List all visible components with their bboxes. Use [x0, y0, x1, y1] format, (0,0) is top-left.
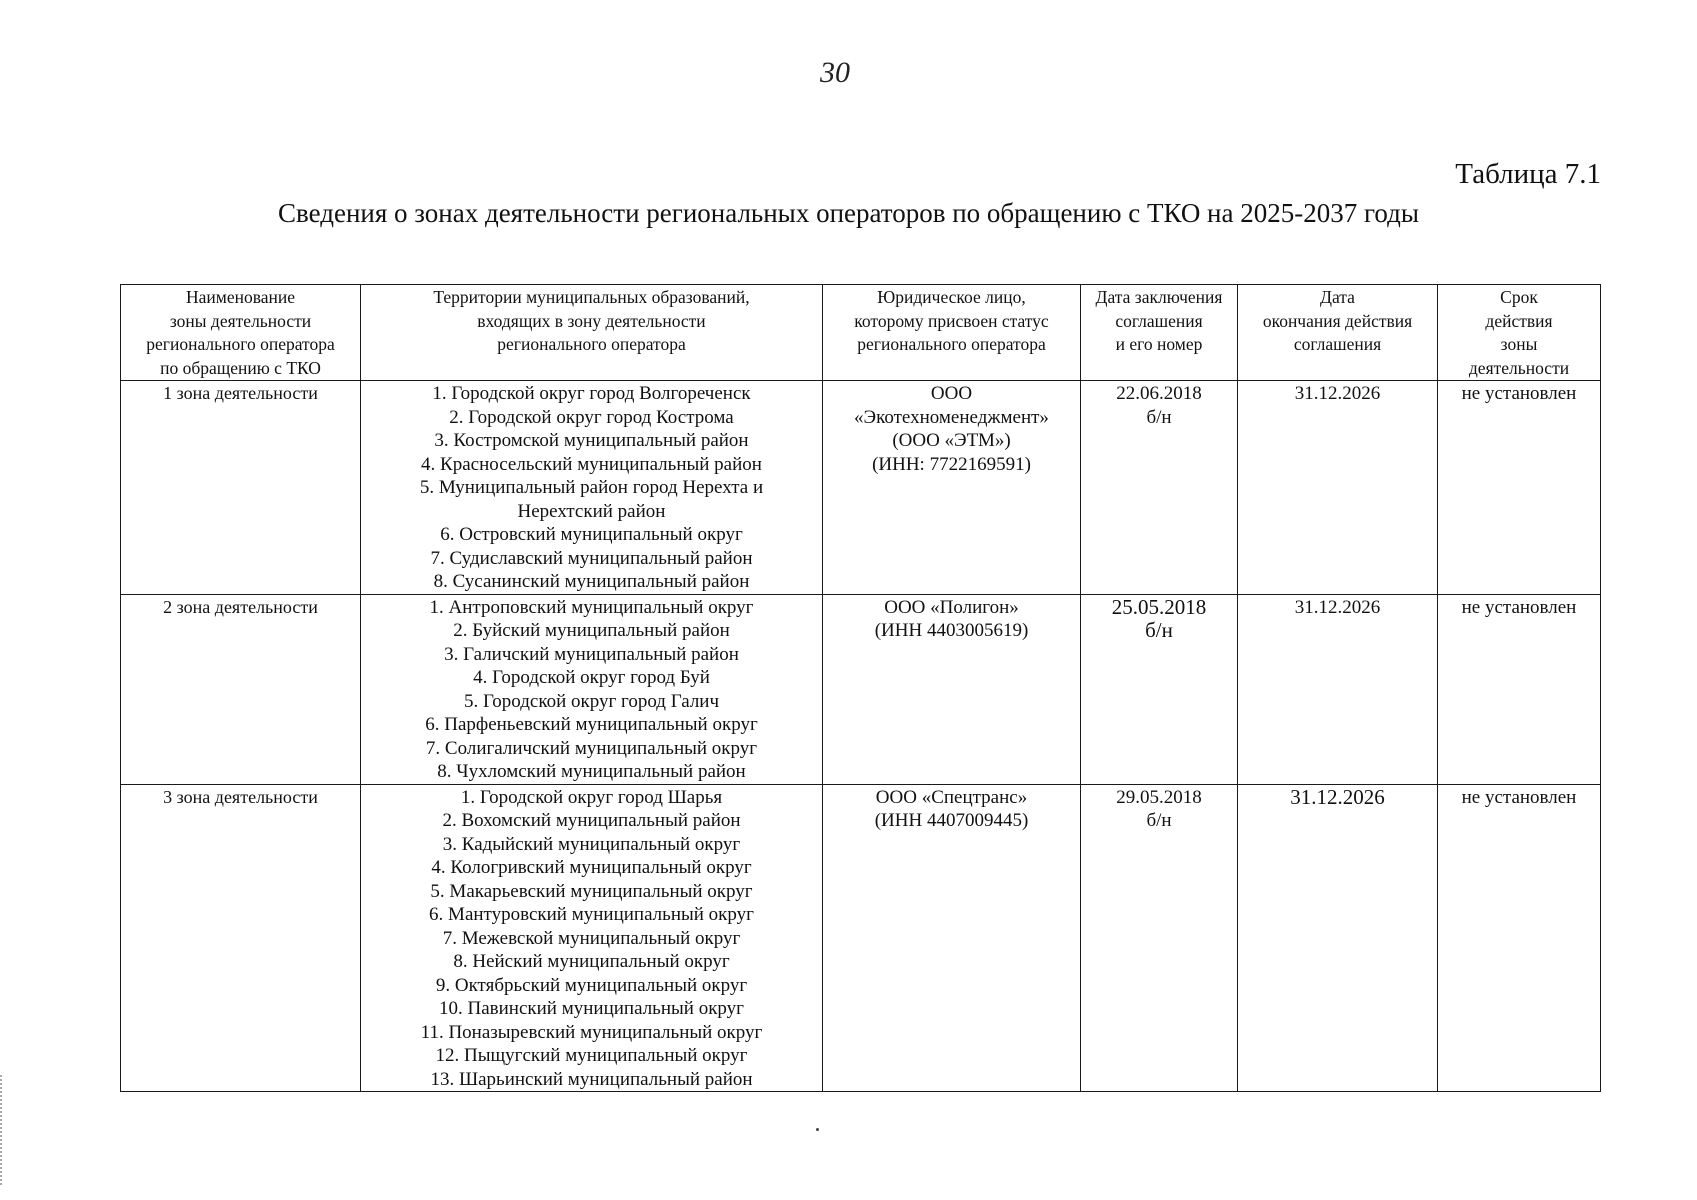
entity-line: ООО [930, 383, 973, 404]
scan-dot [816, 1128, 819, 1131]
territory-item: 8. Нейский муниципальный округ [453, 951, 730, 972]
term-cell: не установлен [1438, 594, 1601, 784]
end-date-cell: 31.12.2026 [1238, 594, 1438, 784]
header-line: зоны [1500, 334, 1538, 354]
territory-item: 7. Судиславский муниципальный район [430, 547, 753, 569]
territory-item: 1. Городской округ город Шарья [460, 786, 723, 808]
agreement-cell [1081, 784, 1238, 1092]
zones-table [120, 284, 1601, 1092]
territory-item: 3. Галичский муниципальный район [444, 643, 739, 665]
header-line: регионального оператора [857, 334, 1046, 354]
territory-item: 6. Мантуровский муниципальный округ [429, 904, 754, 925]
header-line: регионального оператора [497, 334, 686, 354]
header-entity [823, 285, 1081, 381]
entity-line: (ИНН: 7722169591) [872, 453, 1031, 475]
territory-item: 4. Кологривский муниципальный округ [431, 857, 752, 878]
entity-line: ООО «Спецтранс» [875, 786, 1028, 808]
territory-item: 7. Солигаличский муниципальный округ [425, 737, 758, 759]
header-line: Юридическое лицо, [877, 287, 1026, 307]
territory-item: 12. Пыщугский муниципальный округ [435, 1045, 748, 1066]
table-header-row [121, 285, 1601, 381]
territory-item: 2. Буйский муниципальный район [453, 620, 730, 641]
header-line: деятельности [1468, 357, 1570, 378]
page-number: 30 [820, 56, 850, 89]
zone-name-cell: 1 зона деятельности [121, 381, 361, 595]
header-line: входящих в зону деятельности [477, 310, 706, 331]
header-line: и его номер [1115, 334, 1203, 354]
header-term [1438, 285, 1601, 381]
header-line: регионального оператора [146, 334, 335, 354]
territory-item: 4. Городской округ город Буй [473, 667, 710, 688]
term-cell: не установлен [1438, 784, 1601, 1092]
zone-name-cell: 2 зона деятельности [121, 594, 361, 784]
agreement-date: 25.05.2018 [1111, 594, 1207, 619]
entity-cell [823, 594, 1081, 784]
territory-item: 5. Макарьевский муниципальный округ [430, 880, 753, 902]
header-line: действия [1485, 310, 1553, 331]
table-row-zone-1 [121, 381, 1601, 595]
header-line: Территории муниципальных образований, [433, 287, 750, 307]
header-territories [361, 285, 823, 381]
territories-cell [361, 784, 823, 1092]
entity-line: (ИНН 4407009445) [874, 810, 1029, 831]
territory-item: 6. Островский муниципальный округ [440, 524, 743, 545]
table-row-zone-3 [121, 784, 1601, 1092]
table-row-zone-2 [121, 594, 1601, 784]
territory-item: 1. Антроповский муниципальный округ [429, 596, 754, 618]
territory-item: 11. Поназыревский муниципальный округ [420, 1021, 763, 1043]
territories-cell [361, 381, 823, 595]
scan-edge-marks [0, 1075, 5, 1185]
territory-item: 2. Городской округ город Кострома [449, 406, 734, 428]
agreement-cell [1081, 594, 1238, 784]
agreement-cell [1081, 381, 1238, 595]
territory-item: 6. Парфеньевский муниципальный округ [425, 714, 758, 735]
territory-item: 4. Красносельский муниципальный район [421, 453, 762, 475]
agreement-number: б/н [1145, 618, 1173, 642]
header-line: Дата [1320, 287, 1355, 307]
territory-item: 3. Кадыйский муниципальный округ [442, 833, 741, 855]
territory-item: 9. Октябрьский муниципальный округ [435, 974, 748, 996]
territory-item: 8. Чухломский муниципальный район [437, 761, 746, 782]
header-line: Дата заключения [1095, 287, 1223, 307]
header-line: Срок [1500, 287, 1538, 307]
header-agreement-date [1081, 285, 1238, 381]
territory-item: 3. Костромской муниципальный район [434, 430, 749, 451]
territory-item: 10. Павинский муниципальный округ [439, 998, 744, 1019]
header-line: Наименование [185, 287, 296, 307]
agreement-date: 29.05.2018 [1116, 786, 1202, 808]
territory-item: 7. Межевской муниципальный округ [442, 927, 741, 949]
end-date-cell: 31.12.2026 [1238, 381, 1438, 595]
territory-item: 8. Сусанинский муниципальный район [433, 571, 750, 592]
table-caption: Таблица 7.1 [1455, 158, 1601, 190]
territory-item: 5. Муниципальный район город Нерехта и [419, 477, 764, 498]
territory-item: 5. Городской округ город Галич [463, 690, 720, 712]
header-zone [121, 285, 361, 381]
territory-item: 2. Вохомский муниципальный район [442, 810, 741, 831]
entity-line: (ИНН 4403005619) [874, 620, 1029, 641]
agreement-number: б/н [1146, 406, 1172, 428]
header-line: соглашения [1293, 334, 1382, 354]
zone-name-cell: 3 зона деятельности [121, 784, 361, 1092]
header-line: зоны деятельности [169, 310, 312, 331]
territory-item: Нерехтский район [517, 500, 666, 522]
document-title: Сведения о зонах деятельности региональных операторов по обращению с ТКО на 2025-2037 годы [278, 198, 1419, 228]
agreement-date: 22.06.2018 [1116, 383, 1202, 404]
entity-line: «Экотехноменеджмент» [854, 406, 1049, 428]
entity-line: (ООО «ЭТМ») [892, 430, 1011, 451]
territory-item: 13. Шарьинский муниципальный район [430, 1068, 753, 1090]
header-line: соглашения [1115, 310, 1203, 331]
header-line: по обращению с ТКО [160, 357, 321, 378]
header-line: окончания действия [1262, 310, 1413, 331]
agreement-number: б/н [1146, 810, 1172, 831]
header-line: которому присвоен статус [854, 310, 1049, 331]
entity-line: ООО «Полигон» [884, 596, 1019, 618]
term-cell: не установлен [1438, 381, 1601, 595]
territory-item: 1. Городской округ город Волгореченск [432, 383, 751, 404]
territories-cell [361, 594, 823, 784]
entity-cell [823, 784, 1081, 1092]
header-end-date [1238, 285, 1438, 381]
end-date-cell: 31.12.2026 [1238, 784, 1438, 1092]
entity-cell [823, 381, 1081, 595]
